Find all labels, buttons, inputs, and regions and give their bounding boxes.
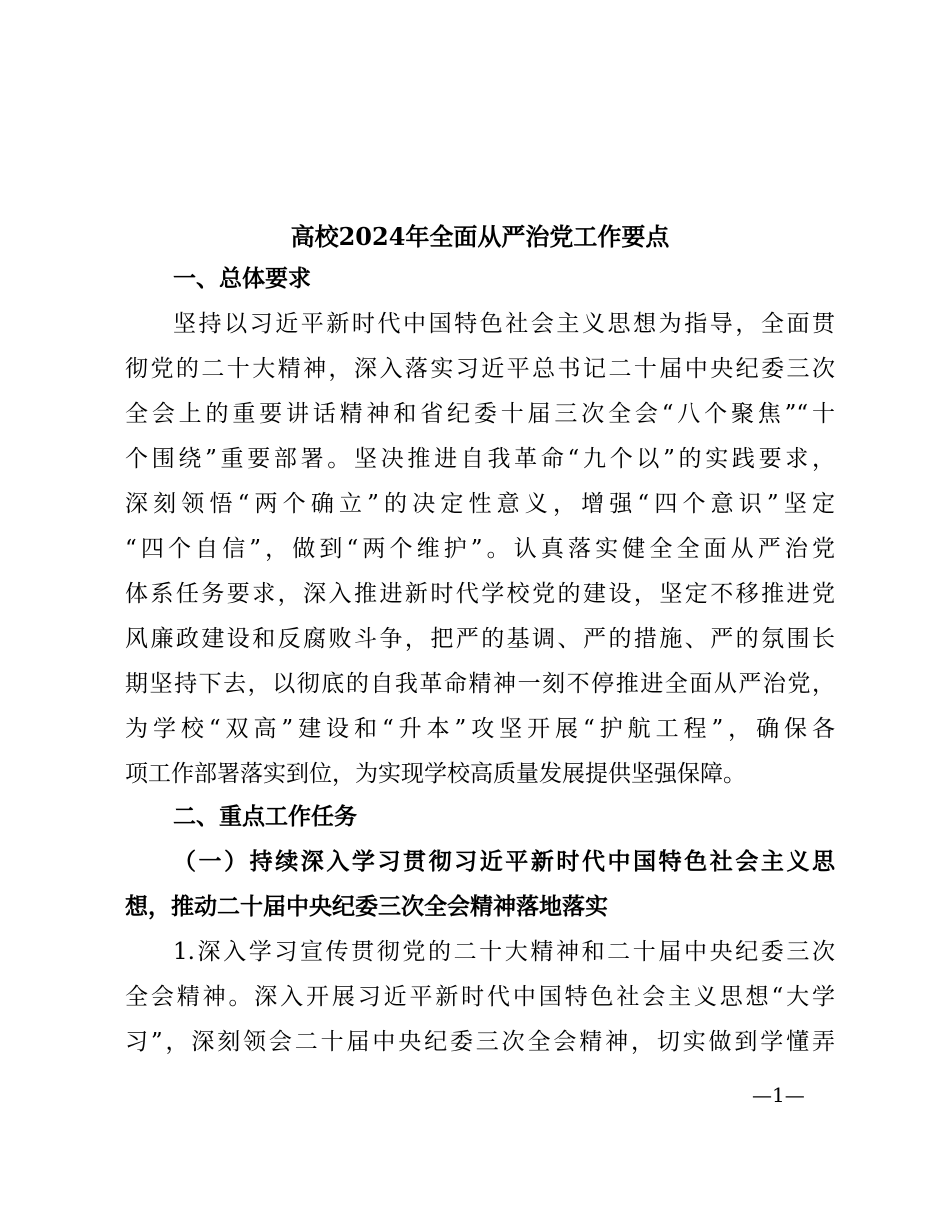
- document-title: 高校2024年全面从严治党工作要点: [290, 222, 670, 251]
- paragraph-line: 期坚持下去，以彻底的自我革命精神一刻不停推进全面从严治党，: [125, 671, 835, 697]
- section-heading-key-tasks: 二、重点工作任务: [173, 804, 357, 830]
- paragraph-line: 习”，深刻领会二十届中央纪委三次全会精神，切实做到学懂弄: [125, 1029, 835, 1055]
- page-number: —1—: [752, 1083, 805, 1107]
- paragraph-line: 全会精神。深入开展习近平新时代中国特色社会主义思想“大学: [125, 984, 835, 1010]
- paragraph-line: 项工作部署落实到位，为实现学校高质量发展提供坚强保障。: [125, 761, 746, 787]
- paragraph-line: 为学校“双高”建设和“升本”攻坚开展“护航工程”，确保各: [125, 716, 835, 742]
- paragraph-line: 深刻领悟“两个确立”的决定性意义，增强“四个意识”坚定: [125, 491, 835, 517]
- paragraph-line: 全会上的重要讲话精神和省纪委十届三次全会“八个聚焦”“十: [125, 401, 835, 427]
- section-heading-overall-requirements: 一、总体要求: [173, 266, 311, 292]
- paragraph-line: 体系任务要求，深入推进新时代学校党的建设，坚定不移推进党: [125, 581, 835, 607]
- paragraph-line: 个围绕”重要部署。坚决推进自我革命“九个以”的实践要求，: [125, 446, 835, 472]
- paragraph-line: 坚持以习近平新时代中国特色社会主义思想为指导，全面贯: [173, 311, 835, 337]
- paragraph-line: 风廉政建设和反腐败斗争，把严的基调、严的措施、严的氛围长: [125, 626, 835, 652]
- paragraph-line: “四个自信”，做到“两个维护”。认真落实健全全面从严治党: [125, 536, 835, 562]
- paragraph-line: 彻党的二十大精神，深入落实习近平总书记二十届中央纪委三次: [125, 356, 835, 382]
- subheading-line: 想，推动二十届中央纪委三次全会精神落地落实: [125, 893, 608, 920]
- subheading-line: （一）持续深入学习贯彻习近平新时代中国特色社会主义思: [173, 848, 835, 875]
- paragraph-line: 1.深入学习宣传贯彻党的二十大精神和二十届中央纪委三次: [173, 939, 835, 965]
